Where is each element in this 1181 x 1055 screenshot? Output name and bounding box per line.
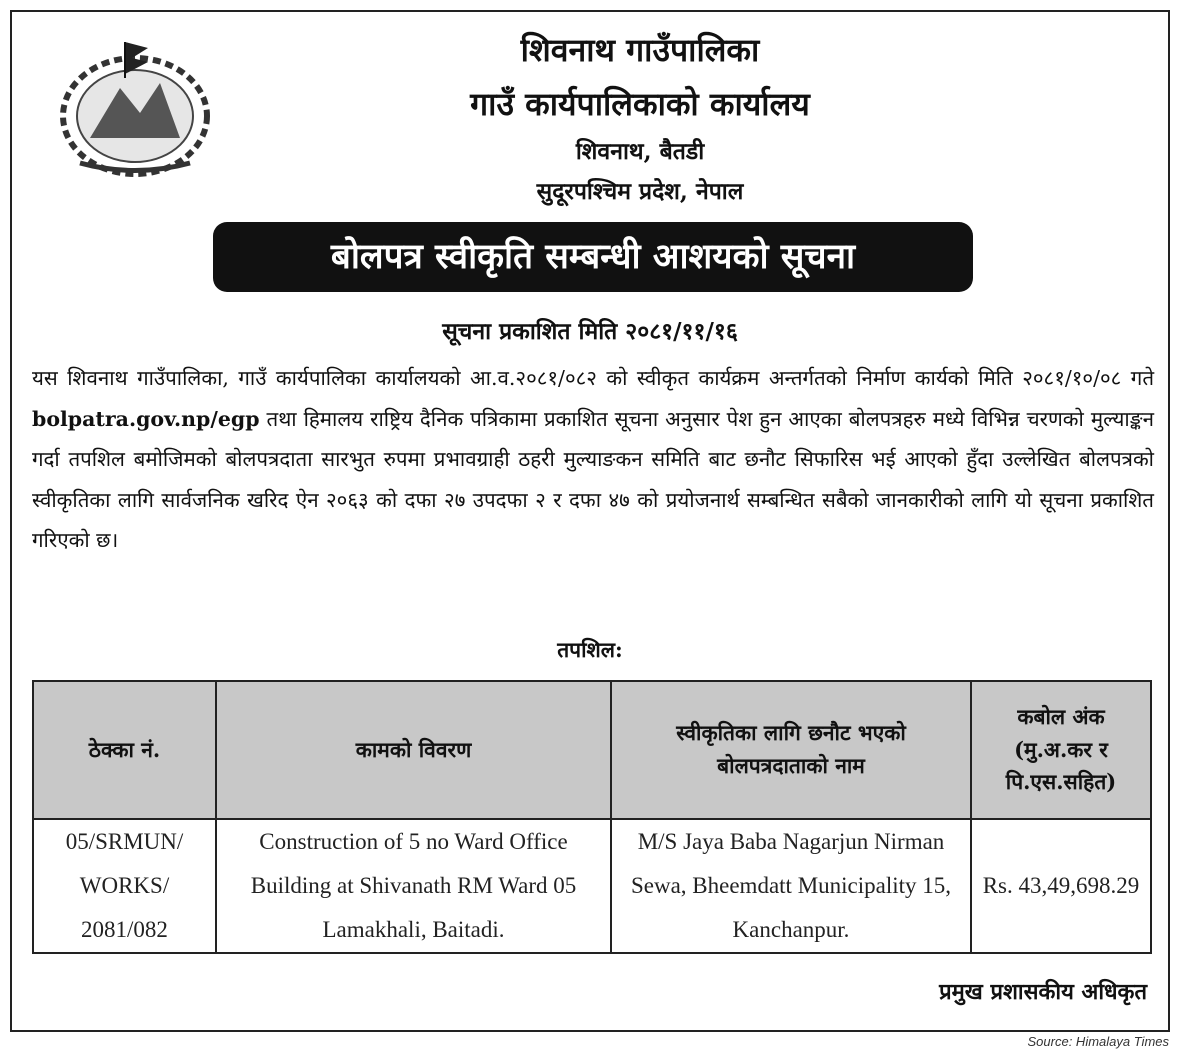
bid-details-table xyxy=(32,680,1152,954)
cell-contract-no: 05/SRMUN/ WORKS/ 2081/082 xyxy=(33,819,216,953)
notice-body-part1: यस शिवनाथ गाउँपालिका, गाउँ कार्यपालिका कार्यालयको आ.व.२०८१/०८२ को स्वीकृत कार्यक्रम अन्तर्गतको निर्माण कार्यको मिति २०८१/१०/०८ गते xyxy=(32,366,1154,390)
header-contract-no: ठेक्का नं. xyxy=(33,681,216,819)
cell-bid-amount: Rs. 43,49,698.29 xyxy=(971,819,1151,953)
header-work-description: कामको विवरण xyxy=(216,681,611,819)
municipality-name: शिवनाथ गाउँपालिका xyxy=(520,31,760,69)
office-name: गाउँ कार्यपालिकाको कार्यालय xyxy=(470,85,810,123)
table-header-row xyxy=(33,681,1151,819)
nepal-emblem-icon xyxy=(50,28,220,183)
signatory: प्रमुख प्रशासकीय अधिकृत xyxy=(939,979,1147,1005)
details-label: तपशिल: xyxy=(557,637,623,662)
published-date: सूचना प्रकाशित मिति २०८१/११/१६ xyxy=(442,318,738,345)
header-bid-amount: कबोल अंक (मु.अ.कर र पि.एस.सहित) xyxy=(971,681,1151,819)
notice-body xyxy=(32,358,1154,561)
notice-body-part2: तथा हिमालय राष्ट्रिय दैनिक पत्रिकामा प्रकाशित सूचना अनुसार पेश हुन आएका बोलपत्रहरु मध्ये विभिन्न चरणको मुल्याङ्कन गर्दा तपशिल बमोजिमको बोलपत्रदाता सारभुत रुपमा प्रभावग्राही ठहरी मुल्याङकन समिति बाट छनौट सिफारिस भई आएको हुँदा उल्लेखित बोलपत्रको स्वीकृतिका लागि सार्वजनिक खरिद ऐन २०६३ को दफा २७ उपदफा २ र दफा ४७ को प्रयोजनार्थ सम्बन्धित सबैको जानकारीको लागि यो सूचना प्रकाशित गरिएको छ। xyxy=(32,406,1154,552)
header-bidder-name: स्वीकृतिका लागि छनौट भएको बोलपत्रदाताको नाम xyxy=(611,681,971,819)
source-credit: Source: Himalaya Times xyxy=(1027,1034,1169,1049)
cell-bidder-name: M/S Jaya Baba Nagarjun Nirman Sewa, Bheemdatt Municipality 15, Kanchanpur. xyxy=(611,819,971,953)
notice-title: बोलपत्र स्वीकृति सम्बन्धी आशयको सूचना xyxy=(213,222,973,292)
table-row xyxy=(33,819,1151,953)
office-province: सुदूरपश्चिम प्रदेश, नेपाल xyxy=(536,178,744,205)
office-location: शिवनाथ, बैतडी xyxy=(575,138,705,165)
egp-url-link[interactable]: bolpatra.gov.np/egp xyxy=(32,406,260,431)
cell-work-description: Construction of 5 no Ward Office Building at Shivanath RM Ward 05 Lamakhali, Baitadi. xyxy=(216,819,611,953)
